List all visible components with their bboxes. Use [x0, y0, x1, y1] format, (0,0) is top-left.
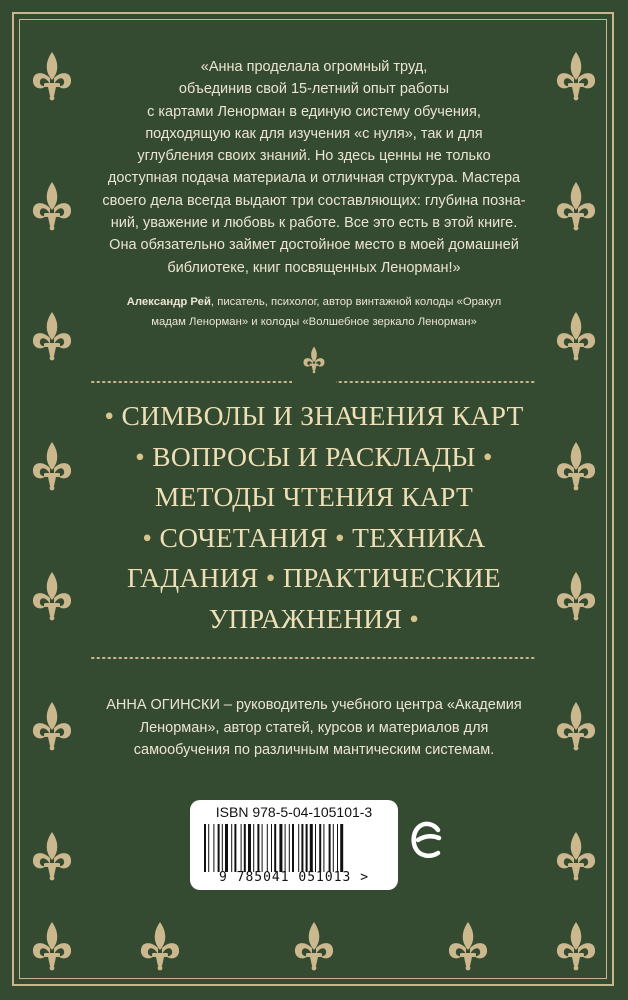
quote-attribution [96, 292, 532, 332]
fleur-de-lis-icon [33, 572, 71, 620]
bio-line: Ленорман», автор статей, курсов и материалов для [139, 719, 489, 736]
fleur-de-lis-icon [33, 182, 71, 230]
topic-item: СИМВОЛЫ И ЗНАЧЕНИЯ КАРТ [121, 400, 524, 431]
fleur-de-lis-icon [557, 312, 595, 360]
barcode-digits: 9 785041 051013 > [218, 870, 370, 885]
quote-line: подходящую как для изучения «с нуля», так и для [145, 125, 483, 142]
bio-line: самообучения по различным мантическим системам. [133, 742, 495, 758]
attribution-line: , писатель, психолог, автор винтажной колоды «Оракул [210, 296, 502, 308]
attribution-name: Александр Рей [126, 296, 211, 308]
review-quote [100, 56, 528, 279]
bio-line: АННА ОГИНСКИ – руководитель учебного центра «Академия [106, 697, 522, 713]
barcode [190, 800, 398, 890]
quote-line: своего дела всегда выдают три составляющих: глубина позна- [102, 192, 526, 209]
bullet: • [265, 562, 276, 593]
fleur-de-lis-icon [557, 182, 595, 230]
fleur-de-lis-icon [557, 922, 595, 970]
fleur-de-lis-icon [33, 312, 71, 360]
quote-line: с картами Ленорман в единую систему обучения, [147, 103, 481, 120]
bullet: • [482, 440, 493, 472]
topic-item: ВОПРОСЫ И РАСКЛАДЫ [152, 440, 476, 472]
quote-line: ний, уважение и любовь к работе. Все это есть в этой книге. [110, 215, 518, 232]
barcode-bars [204, 824, 384, 872]
bullet: • [135, 440, 146, 472]
section-divider [92, 347, 536, 394]
fleur-de-lis-icon [33, 702, 71, 750]
bullet: • [409, 602, 420, 634]
bullet: • [334, 521, 345, 553]
fleur-de-lis-icon [449, 922, 487, 970]
quote-line: углубления своих знаний. Но здесь ценны не только [137, 148, 491, 165]
topic-item: СОЧЕТАНИЯ [159, 521, 328, 553]
fleur-de-lis-icon [557, 442, 595, 490]
fleur-de-lis-icon [33, 52, 71, 100]
author-bio [92, 694, 536, 762]
topic-item: МЕТОДЫ ЧТЕНИЯ КАРТ [154, 481, 474, 512]
fleur-de-lis-icon [33, 922, 71, 970]
quote-line: доступная подача материала и отличная структура. Мастера [107, 170, 521, 187]
topic-item: ПРАКТИЧЕСКИЕ [282, 562, 501, 593]
isbn-label: ISBN 978-5-04-105101-3 [215, 804, 373, 820]
fleur-de-lis-icon [295, 922, 333, 970]
topic-item: УПРАЖНЕНИЯ [208, 602, 403, 634]
bullet: • [104, 400, 115, 431]
fleur-de-lis-icon [557, 832, 595, 880]
fleur-de-lis-icon [33, 442, 71, 490]
attribution-line: мадам Ленорман» и колоды «Волшебное зеркало Ленорман» [151, 316, 477, 328]
fleur-de-lis-icon [557, 572, 595, 620]
quote-line: библиотеке, книг посвященных Ленорман!» [167, 259, 461, 276]
publisher-logo-icon [408, 816, 448, 870]
fleur-de-lis-icon [557, 702, 595, 750]
topic-item: ГАДАНИЯ [127, 562, 259, 593]
quote-line: Она обязательно займет достойное место в моей домашней [109, 237, 519, 254]
bullet: • [142, 521, 153, 553]
topics-list [84, 396, 544, 639]
topic-item: ТЕХНИКА [352, 521, 486, 553]
quote-line: объединив свой 15-летний опыт работы [178, 81, 450, 98]
fleur-de-lis-icon [141, 922, 179, 970]
fleur-de-lis-icon [557, 52, 595, 100]
fleur-de-lis-icon [33, 832, 71, 880]
quote-line: «Анна проделала огромный труд, [200, 59, 428, 75]
